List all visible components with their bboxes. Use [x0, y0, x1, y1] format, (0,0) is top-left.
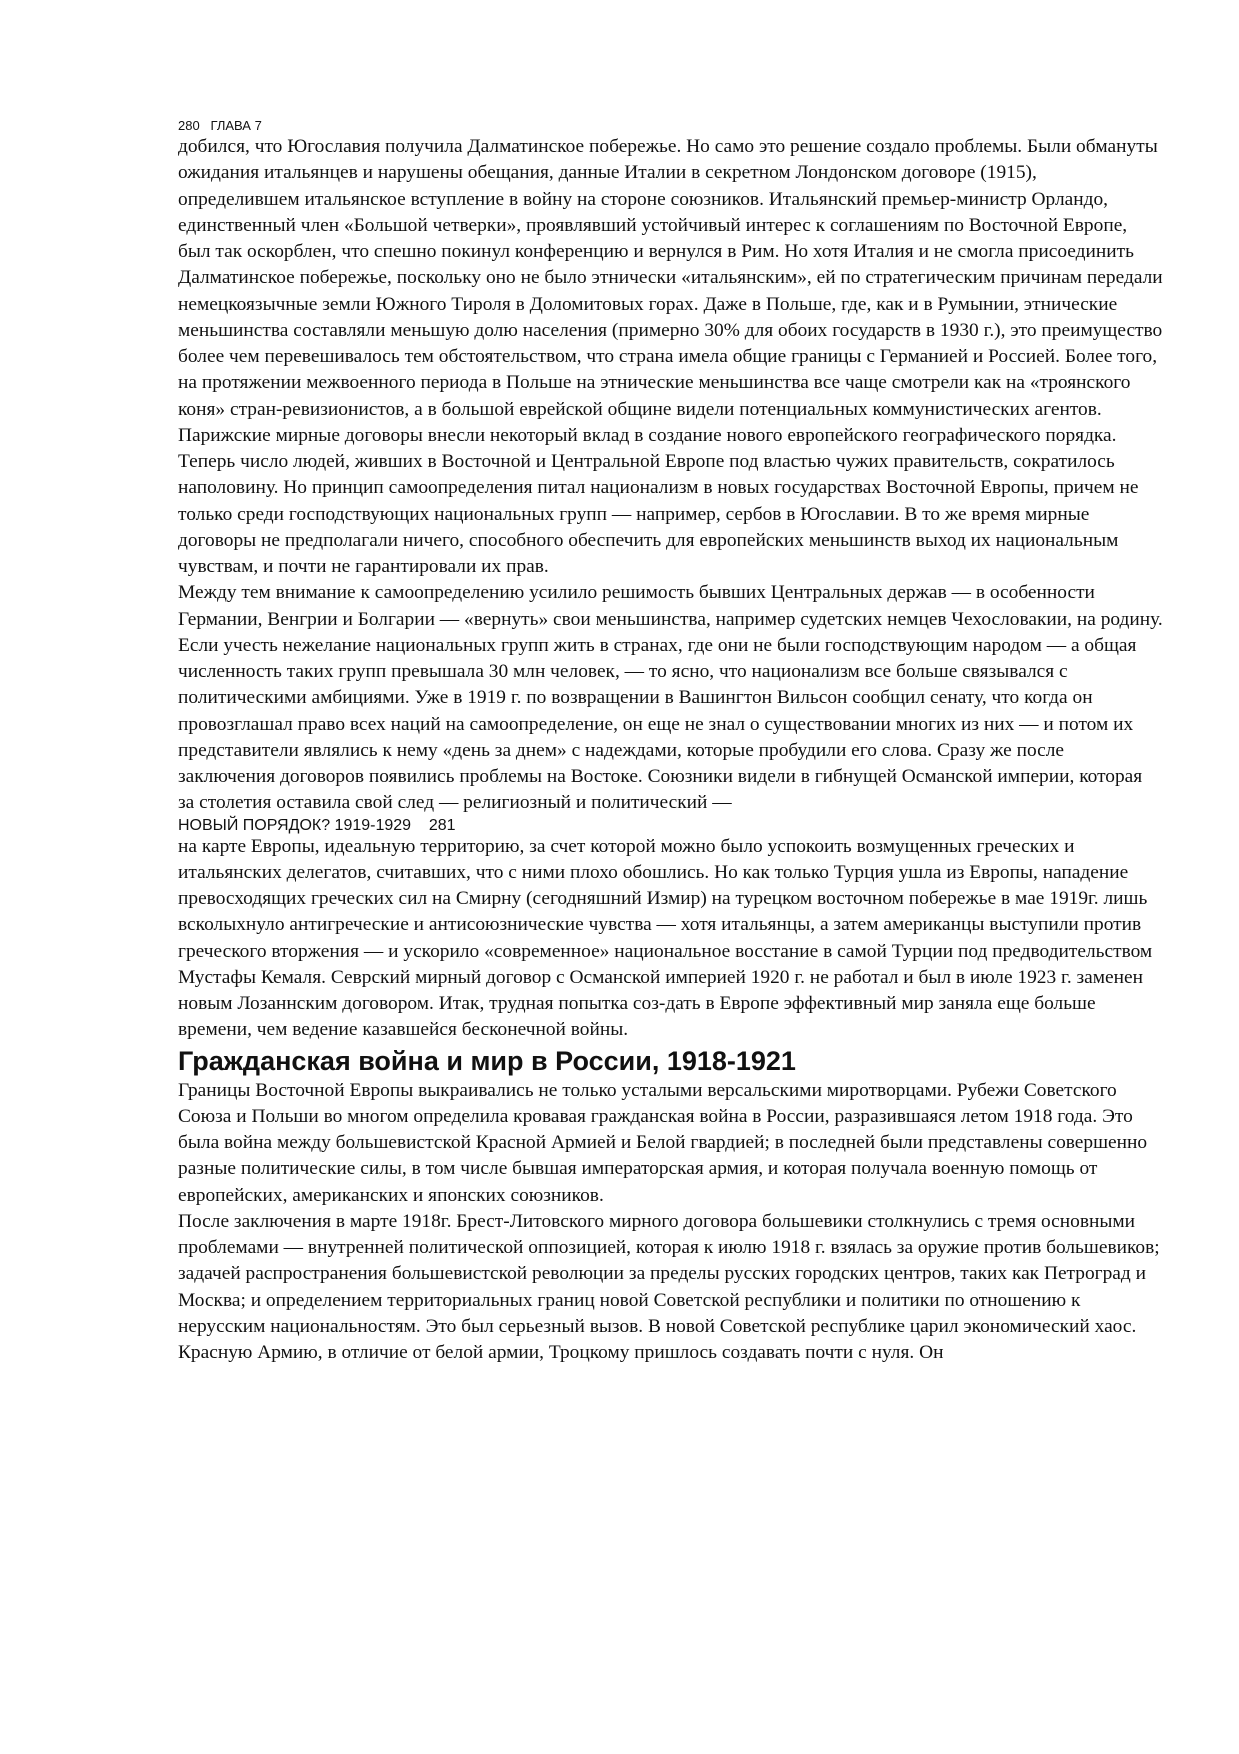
document-page [178, 119, 1163, 1366]
page-number: 281 [428, 816, 456, 834]
page-header-top [178, 119, 1163, 134]
paragraph: на карте Европы, идеальную территорию, за счет которой можно было успокоить возмущенных греческих и итальянских делегатов, считавших, что с ними плохо обошлись. Но как только Турция ушла из Европы, нападение превосходящих греческих сил на Смирну (сегодняшний Измир) на турецком восточном побережье в мае 1919г. лишь всколыхнуло антигреческие и антисоюзнические чувства — хотя итальянцы, а затем американцы выступили против греческого вторжения — и ускорило «современное» национальное восстание в самой Турции под предводительством Мустафы Кемаля. Севрский мирный договор с Османской империей 1920 г. не работал и был в июле 1923 г. заменен новым Лозаннским договором. Итак, трудная попытка соз-дать в Европе эффективный мир заняла еще больше времени, чем ведение казавшейся бесконечной войны. [178, 835, 1153, 1041]
running-title: НОВЫЙ ПОРЯДОК? 1919-1929 [178, 816, 412, 834]
paragraph: Парижские мирные договоры внесли некоторый вклад в создание нового европейского географического порядка. Теперь число людей, живших в Восточной и Центральной Европе под властью чужих правительств, сократилось наполовину. Но принцип самоопределения питал национализм в новых государствах Восточной Европы, причем не только среди господствующих национальных групп — например, сербов в Югославии. В то же время мирные договоры не предполагали ничего, способного обеспечить для европейских меньшинств выход их национальным чувствам, и почти не гарантировали их прав. [178, 424, 1139, 577]
paragraph: Границы Восточной Европы выкраивались не только усталыми версальскими миротворцами. Рубежи Советского Союза и Польши во многом определила кровавая гражданская война в России, разразившаяся летом 1918 года. Это была война между большевистской Красной Армией и Белой гвардией; в последней были представлены совершенно разные политические силы, в том числе бывшая императорская армия, и которая получала военную помощь от европейских, американских и японских союзников. [178, 1079, 1148, 1206]
paragraph: добился, что Югославия получила Далматинское побережье. Но само это решение создало проблемы. Были обмануты ожидания итальянцев и нарушены обещания, данные Италии в секретном Лондонском договоре (1915), определившем итальянское вступление в войну на стороне союзников. Итальянский премьер-министр Орландо, единственный член «Большой четверки», проявлявший устойчивый интерес к соглашениям по Восточной Европе, был так оскорблен, что спешно покинул конференцию и вернулся в Рим. Но хотя Италия и не смогла присоединить Далматинское побережье, поскольку оно не было этнически «итальянским», ей по стратегическим причинам передали немецкоязычные земли Южного Тироля в Доломитовых горах. Даже в Польше, где, как и в Румынии, этнические меньшинства составляли меньшую долю населения (примерно 30% для обоих государств в 1930 г.), это преимущество более чем перевешивалось тем обстоятельством, что страна имела общие границы с Германией и Россией. Более того, на протяжении межвоенного периода в Польше на этнические меньшинства все чаще смотрели как на «троянского коня» стран-ревизионистов, а в большой еврейской общине видели потенциальных коммунистических агентов. [178, 136, 1163, 420]
section-heading: Гражданская война и мир в России, 1918-1921 [178, 1045, 796, 1076]
page-number: 280 [178, 118, 200, 133]
chapter-label: ГЛАВА 7 [210, 118, 262, 133]
page-header-mid [178, 817, 1163, 834]
paragraph: После заключения в марте 1918г. Брест-Литовского мирного договора большевики столкнулись с тремя основными проблемами — внутренней политической оппозицией, которая к июлю 1918 г. взялась за оружие против большевиков; задачей распространения большевистской революции за пределы русских городских центров, таких как Петроград и Москва; и определением территориальных границ новой Советской республики и политики по отношению к нерусским национальностям. Это был серьезный вызов. В новой Советской республике царил экономический хаос. Красную Армию, в отличие от белой армии, Троцкому пришлось создавать почти с нуля. Он [178, 1210, 1160, 1363]
paragraph: Между тем внимание к самоопределению усилило решимость бывших Центральных держав — в особенности Германии, Венгрии и Болгарии — «вернуть» свои меньшинства, например судетских немцев Чехословакии, на родину. Если учесть нежелание национальных групп жить в странах, где они не были господствующим народом — а общая численность таких групп превышала 30 млн человек, — то ясно, что национализм все больше связывался с политическими амбициями. Уже в 1919 г. по возвращении в Вашингтон Вильсон сообщил сенату, что когда он провозглашал право всех наций на самоопределение, он еще не знал о существовании многих из них — и потом их представители являлись к нему «день за днем» с надеждами, которые пробудили его слова. Сразу же после заключения договоров появились проблемы на Востоке. Союзники видели в гибнущей Османской империи, которая за столетия оставила свой след — религиозный и политический — [178, 582, 1163, 814]
